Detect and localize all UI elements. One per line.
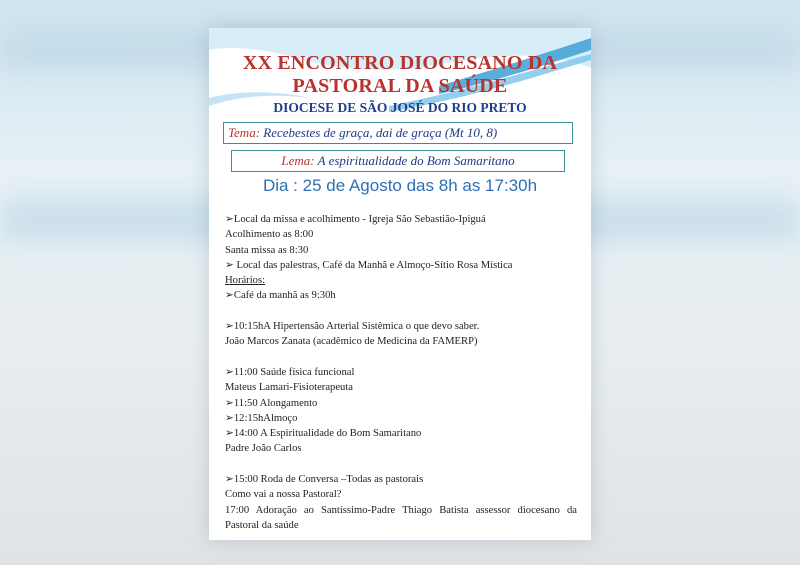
schedule-line: ➢15:00 Roda de Conversa –Todas as pastorais: [225, 474, 424, 486]
schedule-heading: Horários:: [225, 275, 266, 287]
theme-text: Recebestes de graça, dai de graça (Mt 10, 8): [263, 125, 498, 140]
motto-text: A espiritualidade do Bom Samaritano: [317, 153, 515, 168]
schedule-line: Como vai a nossa Pastoral?: [225, 489, 342, 501]
motto-label: Lema:: [281, 153, 315, 168]
event-date: Dia : 25 de Agosto das 8h as 17:30h: [262, 176, 538, 195]
poster-title-line2: PASTORAL DA SAÚDE: [292, 75, 508, 97]
schedule-line: Mateus Lamari-Fisioterapeuta: [225, 382, 353, 394]
schedule-line: ➢Café da manhã as 9:30h: [225, 290, 336, 302]
schedule-line: ➢12:15hAlmoço: [225, 412, 298, 424]
diocese-name: DIOCESE DE SÃO JOSÉ DO RIO PRETO: [273, 100, 527, 115]
schedule-line: ➢11:00 Saúde física funcional: [225, 366, 355, 378]
schedule-line: Acolhimento as 8:00: [225, 229, 314, 241]
schedule-line: Padre João Carlos: [225, 443, 302, 455]
schedule: [225, 212, 577, 533]
schedule-line: Santa missa as 8:30: [225, 244, 309, 256]
schedule-line: ➢Local da missa e acolhimento - Igreja São Sebastião-Ipiguá: [225, 214, 486, 225]
schedule-line: 17:00 Adoração ao Santíssimo-Padre Thiago Batista assessor diocesano da Pastoral da saúde: [225, 504, 577, 531]
schedule-line: ➢10:15hA Hipertensão Arterial Sistêmica o que devo saber.: [225, 321, 480, 333]
event-poster: [209, 28, 591, 540]
theme-box: [223, 122, 573, 144]
schedule-line: ➢14:00 A Espiritualidade do Bom Samaritano: [225, 428, 422, 440]
motto-box: [231, 150, 565, 172]
theme-label: Tema:: [228, 125, 261, 140]
schedule-line: ➢ Local das palestras, Café da Manhã e Almoço-Sítio Rosa Mística: [225, 259, 513, 271]
schedule-line: ➢11:50 Alongamento: [225, 397, 318, 409]
schedule-line: João Marcos Zanata (acadêmico de Medicina da FAMERP): [225, 336, 478, 348]
poster-title-line1: XX ENCONTRO DIOCESANO DA: [242, 52, 558, 74]
